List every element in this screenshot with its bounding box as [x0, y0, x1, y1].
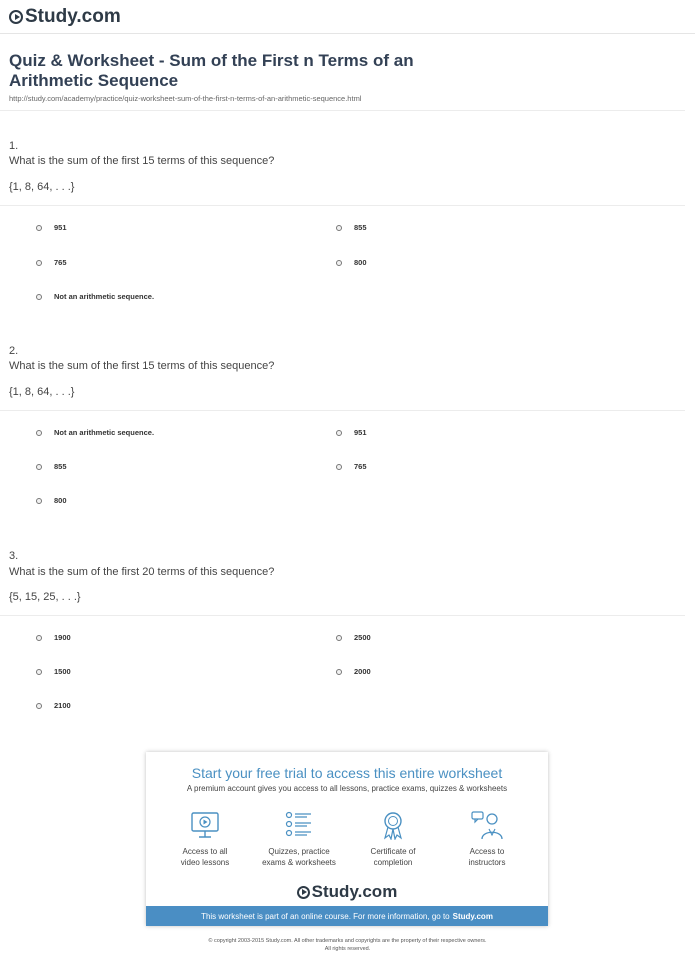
question-text: What is the sum of the first 20 terms of this sequence? [9, 566, 275, 578]
copyright-footer [0, 937, 695, 953]
promo-logo-text: Study.com [311, 882, 398, 901]
question-sequence: {1, 8, 64, . . .} [9, 181, 75, 193]
radio-icon[interactable] [36, 225, 42, 231]
video-lesson-icon [189, 810, 221, 840]
answer-option[interactable]: Not an arithmetic sequence. [36, 292, 154, 301]
answer-option[interactable]: 765 [336, 462, 367, 471]
radio-icon[interactable] [336, 669, 342, 675]
promo-bar-text: This worksheet is part of an online course. For more information, go to [201, 911, 450, 921]
answer-option[interactable]: 855 [336, 223, 367, 232]
answer-option[interactable]: 951 [336, 428, 367, 437]
answer-option[interactable]: 1500 [36, 667, 71, 676]
answer-option[interactable]: Not an arithmetic sequence. [36, 428, 154, 437]
promo-study-logo[interactable] [146, 882, 548, 902]
page-url: http://study.com/academy/practice/quiz-worksheet-sum-of-the-first-n-terms-of-an-arithmetic-sequence.html [9, 94, 362, 103]
radio-icon[interactable] [336, 430, 342, 436]
radio-icon[interactable] [36, 430, 42, 436]
answer-option[interactable]: 765 [36, 258, 67, 267]
radio-icon[interactable] [336, 225, 342, 231]
divider [0, 110, 685, 111]
divider [0, 205, 685, 206]
copyright-text: © copyright 2003-2015 Study.com. All other trademarks and copyrights are the property of their respective owners. [208, 938, 487, 944]
radio-icon[interactable] [36, 464, 42, 470]
radio-icon[interactable] [336, 635, 342, 641]
answer-option[interactable]: 2500 [336, 633, 371, 642]
answer-option[interactable]: 2000 [336, 667, 371, 676]
study-logo[interactable] [9, 6, 121, 28]
question-sequence: {1, 8, 64, . . .} [9, 386, 75, 398]
radio-icon[interactable] [36, 635, 42, 641]
brand-name: Study.com [25, 6, 121, 27]
quiz-list-icon [283, 810, 315, 840]
free-trial-promo[interactable] [146, 752, 548, 926]
feature-instructors [442, 810, 532, 868]
answer-option[interactable]: 951 [36, 223, 67, 232]
copyright-rights: All rights reserved. [324, 946, 371, 952]
radio-icon[interactable] [336, 260, 342, 266]
feature-label: Access to all [182, 847, 228, 856]
header-divider [0, 33, 695, 34]
answer-option[interactable]: 800 [336, 258, 367, 267]
feature-label: Quizzes, practice [268, 847, 330, 856]
radio-icon[interactable] [336, 464, 342, 470]
feature-label: Certificate of [370, 847, 416, 856]
promo-subtitle: A premium account gives you access to all lessons, practice exams, quizzes & worksheets [186, 784, 508, 793]
question-number: 3. [9, 550, 19, 562]
play-circle-icon [297, 886, 310, 899]
feature-video-lessons [160, 810, 250, 868]
question-sequence: {5, 15, 25, . . .} [9, 591, 81, 603]
promo-title[interactable]: Start your free trial to access this entire worksheet [191, 765, 503, 781]
play-circle-icon [9, 10, 23, 24]
divider [0, 615, 685, 616]
feature-label: exams & worksheets [262, 858, 336, 867]
feature-label: instructors [468, 858, 506, 867]
question-text: What is the sum of the first 15 terms of this sequence? [9, 360, 275, 372]
radio-icon[interactable] [36, 703, 42, 709]
feature-label: Access to [469, 847, 505, 856]
question-number: 2. [9, 345, 19, 357]
radio-icon[interactable] [36, 498, 42, 504]
answer-option[interactable]: 2100 [36, 701, 71, 710]
feature-label: completion [373, 858, 413, 867]
divider [0, 410, 685, 411]
radio-icon[interactable] [36, 260, 42, 266]
question-text: What is the sum of the first 15 terms of this sequence? [9, 155, 275, 167]
radio-icon[interactable] [36, 669, 42, 675]
certificate-icon [377, 810, 409, 840]
answer-option[interactable]: 1900 [36, 633, 71, 642]
answer-option[interactable]: 855 [36, 462, 67, 471]
page-title: Quiz & Worksheet - Sum of the First n Terms of an Arithmetic Sequence [9, 51, 414, 90]
feature-certificate [348, 810, 438, 868]
promo-bar-link[interactable]: Study.com [452, 911, 493, 921]
question-number: 1. [9, 140, 19, 152]
answer-option[interactable]: 800 [36, 496, 67, 505]
promo-info-bar [146, 906, 548, 926]
radio-icon[interactable] [36, 294, 42, 300]
feature-label: video lessons [180, 858, 230, 867]
feature-quizzes [254, 810, 344, 868]
instructor-icon [470, 810, 504, 840]
